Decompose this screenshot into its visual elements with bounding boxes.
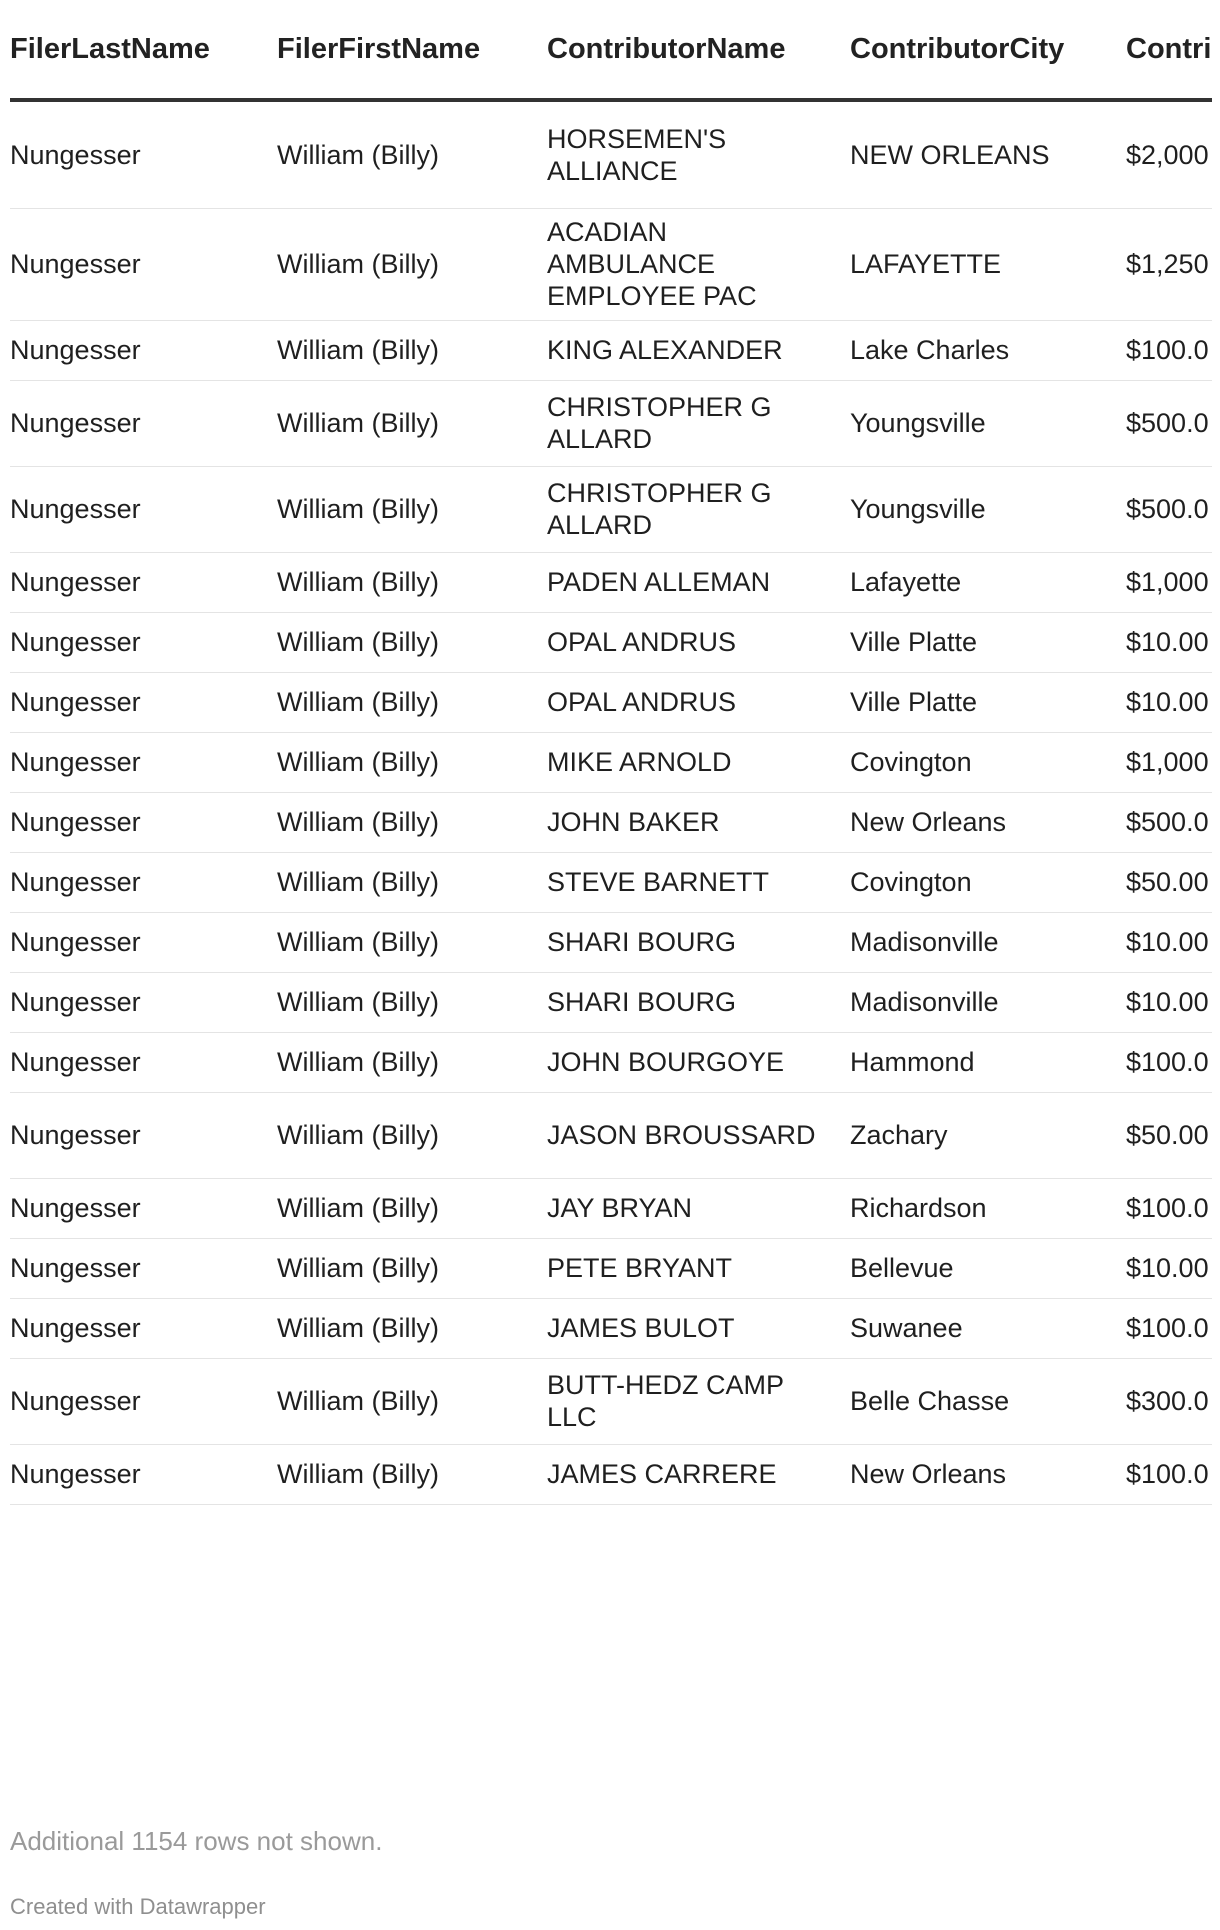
contributor-name-cell: ACADIAN AMBULANCE EMPLOYEE PAC (547, 208, 850, 320)
contribution-amount-cell: $10.00 (1126, 912, 1212, 972)
filer-last-name-cell: Nungesser (10, 1178, 277, 1238)
filer-last-name-cell: Nungesser (10, 100, 277, 208)
contributor-city-cell: Bellevue (850, 1238, 1126, 1298)
contributor-name-cell: STEVE BARNETT (547, 852, 850, 912)
filer-first-name-cell: William (Billy) (277, 852, 547, 912)
contribution-amount-cell: $1,000 (1126, 732, 1212, 792)
contributor-city-cell: New Orleans (850, 1444, 1126, 1504)
table-row (10, 320, 1212, 380)
contributor-name-cell: JAMES CARRERE (547, 1444, 850, 1504)
filer-first-name-cell: William (Billy) (277, 612, 547, 672)
contribution-amount-cell: $50.00 (1126, 1092, 1212, 1178)
contribution-amount-cell: $100.0 (1126, 1444, 1212, 1504)
contributor-name-cell: KING ALEXANDER (547, 320, 850, 380)
filer-first-name-cell: William (Billy) (277, 320, 547, 380)
filer-first-name-cell: William (Billy) (277, 208, 547, 320)
header-row (10, 0, 1212, 100)
contributor-name-cell: CHRISTOPHER G ALLARD (547, 380, 850, 466)
filer-last-name-cell: Nungesser (10, 852, 277, 912)
contributor-city-cell: Hammond (850, 1032, 1126, 1092)
column-header-filer-first-name[interactable]: FilerFirstName (277, 0, 547, 100)
table-row (10, 672, 1212, 732)
table-row (10, 1032, 1212, 1092)
filer-last-name-cell: Nungesser (10, 1444, 277, 1504)
filer-last-name-cell: Nungesser (10, 380, 277, 466)
column-header-filer-last-name[interactable]: FilerLastName (10, 0, 277, 100)
table-row (10, 1092, 1212, 1178)
filer-last-name-cell: Nungesser (10, 208, 277, 320)
datawrapper-credit: Created with Datawrapper (10, 1894, 266, 1919)
filer-last-name-cell: Nungesser (10, 1092, 277, 1178)
filer-first-name-cell: William (Billy) (277, 1298, 547, 1358)
table-header (10, 0, 1212, 100)
table-row (10, 466, 1212, 552)
contributor-city-cell: Lafayette (850, 552, 1126, 612)
contribution-amount-cell: $100.0 (1126, 1298, 1212, 1358)
data-table-container (10, 0, 1212, 1505)
contribution-amount-cell: $1,000 (1126, 552, 1212, 612)
contribution-amount-cell: $100.0 (1126, 320, 1212, 380)
contribution-amount-cell: $2,000 (1126, 100, 1212, 208)
contributor-city-cell: Covington (850, 852, 1126, 912)
contributor-city-cell: Ville Platte (850, 672, 1126, 732)
filer-last-name-cell: Nungesser (10, 792, 277, 852)
contributor-city-cell: Youngsville (850, 466, 1126, 552)
contribution-amount-cell: $10.00 (1126, 972, 1212, 1032)
contributor-city-cell: Madisonville (850, 912, 1126, 972)
filer-last-name-cell: Nungesser (10, 320, 277, 380)
filer-first-name-cell: William (Billy) (277, 1238, 547, 1298)
filer-first-name-cell: William (Billy) (277, 792, 547, 852)
contribution-amount-cell: $1,250 (1126, 208, 1212, 320)
filer-last-name-cell: Nungesser (10, 1238, 277, 1298)
contributor-city-cell: LAFAYETTE (850, 208, 1126, 320)
contributor-name-cell: HORSEMEN'S ALLIANCE (547, 100, 850, 208)
contributor-name-cell: OPAL ANDRUS (547, 672, 850, 732)
filer-last-name-cell: Nungesser (10, 552, 277, 612)
contributor-city-cell: New Orleans (850, 792, 1126, 852)
filer-first-name-cell: William (Billy) (277, 1178, 547, 1238)
table-row (10, 1444, 1212, 1504)
table-row (10, 612, 1212, 672)
contribution-amount-cell: $500.0 (1126, 380, 1212, 466)
column-header-contribution-amount[interactable]: Contri (1126, 0, 1212, 100)
filer-last-name-cell: Nungesser (10, 912, 277, 972)
contributor-name-cell: PETE BRYANT (547, 1238, 850, 1298)
contribution-amount-cell: $10.00 (1126, 672, 1212, 732)
table-row (10, 972, 1212, 1032)
table-row (10, 732, 1212, 792)
filer-first-name-cell: William (Billy) (277, 1032, 547, 1092)
contributor-city-cell: Madisonville (850, 972, 1126, 1032)
table-row (10, 852, 1212, 912)
filer-last-name-cell: Nungesser (10, 466, 277, 552)
filer-first-name-cell: William (Billy) (277, 1092, 547, 1178)
contributor-city-cell: Suwanee (850, 1298, 1126, 1358)
contributor-name-cell: JAMES BULOT (547, 1298, 850, 1358)
contributor-name-cell: SHARI BOURG (547, 912, 850, 972)
contribution-amount-cell: $50.00 (1126, 852, 1212, 912)
filer-first-name-cell: William (Billy) (277, 380, 547, 466)
filer-first-name-cell: William (Billy) (277, 466, 547, 552)
contributor-name-cell: CHRISTOPHER G ALLARD (547, 466, 850, 552)
table-row (10, 912, 1212, 972)
contributor-name-cell: JASON BROUSSARD (547, 1092, 850, 1178)
contributor-name-cell: BUTT-HEDZ CAMP LLC (547, 1358, 850, 1444)
table-row (10, 100, 1212, 208)
filer-first-name-cell: William (Billy) (277, 100, 547, 208)
column-header-contributor-name[interactable]: ContributorName (547, 0, 850, 100)
rows-not-shown-note: Additional 1154 rows not shown. (10, 1826, 383, 1856)
table-row (10, 792, 1212, 852)
table-row (10, 1178, 1212, 1238)
contribution-amount-cell: $100.0 (1126, 1032, 1212, 1092)
filer-last-name-cell: Nungesser (10, 1032, 277, 1092)
table-row (10, 1298, 1212, 1358)
contributor-city-cell: Youngsville (850, 380, 1126, 466)
column-header-contributor-city[interactable]: ContributorCity (850, 0, 1126, 100)
filer-first-name-cell: William (Billy) (277, 672, 547, 732)
table-row (10, 552, 1212, 612)
contributor-name-cell: JOHN BOURGOYE (547, 1032, 850, 1092)
contributor-name-cell: PADEN ALLEMAN (547, 552, 850, 612)
table-row (10, 380, 1212, 466)
contributor-city-cell: Ville Platte (850, 612, 1126, 672)
filer-last-name-cell: Nungesser (10, 972, 277, 1032)
filer-last-name-cell: Nungesser (10, 672, 277, 732)
filer-first-name-cell: William (Billy) (277, 912, 547, 972)
filer-first-name-cell: William (Billy) (277, 552, 547, 612)
contribution-amount-cell: $500.0 (1126, 466, 1212, 552)
contributor-name-cell: SHARI BOURG (547, 972, 850, 1032)
filer-first-name-cell: William (Billy) (277, 972, 547, 1032)
table-row (10, 1238, 1212, 1298)
contribution-amount-cell: $300.0 (1126, 1358, 1212, 1444)
table-row (10, 208, 1212, 320)
filer-first-name-cell: William (Billy) (277, 1444, 547, 1504)
contribution-amount-cell: $100.0 (1126, 1178, 1212, 1238)
contributor-city-cell: Zachary (850, 1092, 1126, 1178)
contributor-name-cell: MIKE ARNOLD (547, 732, 850, 792)
contributor-city-cell: Covington (850, 732, 1126, 792)
contribution-amount-cell: $500.0 (1126, 792, 1212, 852)
contributor-name-cell: OPAL ANDRUS (547, 612, 850, 672)
contribution-amount-cell: $10.00 (1126, 612, 1212, 672)
filer-last-name-cell: Nungesser (10, 612, 277, 672)
contributor-name-cell: JOHN BAKER (547, 792, 850, 852)
contributor-city-cell: Lake Charles (850, 320, 1126, 380)
contributor-city-cell: Belle Chasse (850, 1358, 1126, 1444)
contributor-name-cell: JAY BRYAN (547, 1178, 850, 1238)
table-body (10, 100, 1212, 1504)
filer-last-name-cell: Nungesser (10, 1358, 277, 1444)
filer-first-name-cell: William (Billy) (277, 1358, 547, 1444)
filer-last-name-cell: Nungesser (10, 732, 277, 792)
contribution-amount-cell: $10.00 (1126, 1238, 1212, 1298)
contributor-city-cell: NEW ORLEANS (850, 100, 1126, 208)
table-row (10, 1358, 1212, 1444)
contributions-table (10, 0, 1212, 1505)
contributor-city-cell: Richardson (850, 1178, 1126, 1238)
filer-last-name-cell: Nungesser (10, 1298, 277, 1358)
filer-first-name-cell: William (Billy) (277, 732, 547, 792)
